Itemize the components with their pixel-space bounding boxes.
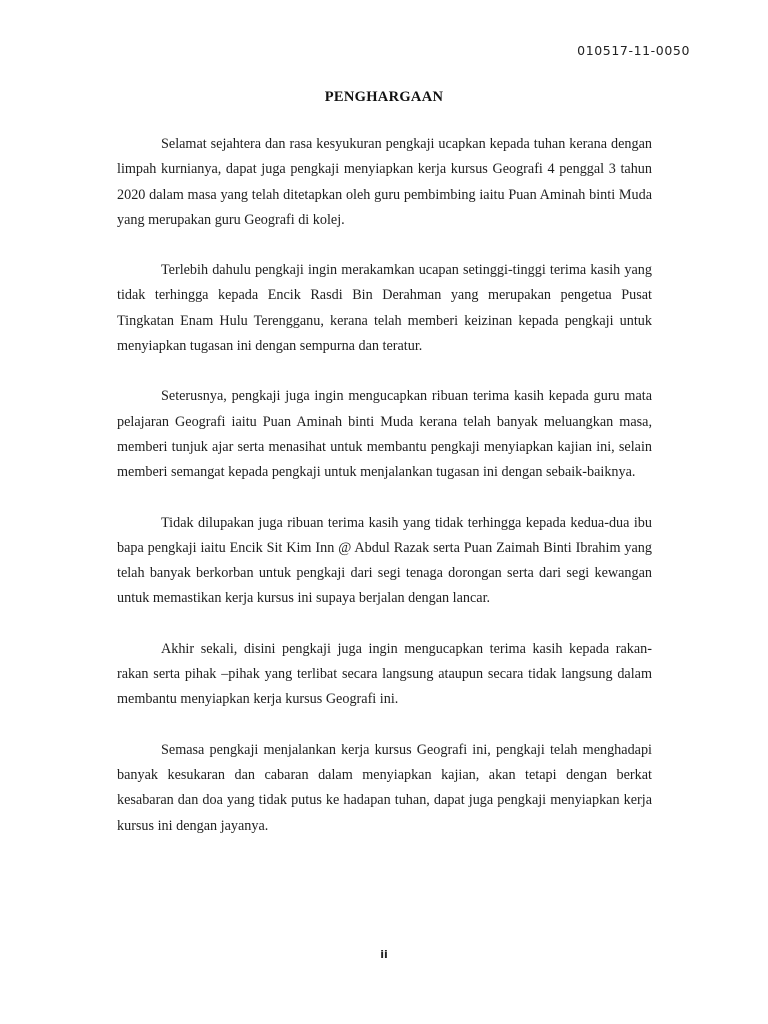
- page-number: ii: [380, 948, 388, 961]
- paragraph: Semasa pengkaji menjalankan kerja kursus Geografi ini, pengkaji telah menghadapi banyak kesukaran dan cabaran dalam menyiapkan kajian, akan tetapi dengan berkat kesabaran dan doa yang tidak putus ke hadapan tuhan, dapat juga pengkaji menyiapkan kerja kursus ini dengan jayanya.: [117, 741, 652, 834]
- document-id-number: 010517-11-0050: [577, 43, 690, 58]
- paragraph: Terlebih dahulu pengkaji ingin merakamkan ucapan setinggi-tinggi terima kasih yang tidak terhingga kepada Encik Rasdi Bin Derahman yang merupakan pengetua Pusat Tingkatan Enam Hulu Terengganu, kerana telah memberi keizinan kepada pengkaji untuk menyiapkan tugasan ini dengan sempurna dan teratur.: [117, 262, 652, 355]
- document-body: [117, 132, 652, 864]
- page-title: PENGHARGAAN: [324, 89, 444, 105]
- paragraph: Akhir sekali, disini pengkaji juga ingin mengucapkan terima kasih kepada rakan-rakan serta pihak –pihak yang terlibat secara langsung ataupun secara tidak langsung dalam membantu menyiapkan kerja kursus Geografi ini.: [117, 640, 652, 708]
- paragraph: Tidak dilupakan juga ribuan terima kasih yang tidak terhingga kepada kedua-dua ibu bapa pengkaji iaitu Encik Sit Kim Inn @ Abdul Razak serta Puan Zaimah Binti Ibrahim yang telah banyak berkorban untuk pengkaji dari segi tenaga dorongan serta dari segi kewangan untuk memastikan kerja kursus ini supaya berjalan dengan lancar.: [117, 514, 652, 607]
- paragraph: Seterusnya, pengkaji juga ingin mengucapkan ribuan terima kasih kepada guru mata pelajaran Geografi iaitu Puan Aminah binti Muda kerana telah banyak meluangkan masa, memberi tunjuk ajar serta menasihat untuk membantu pengkaji menyiapkan kajian ini, selain memberi semangat kepada pengkaji untuk menjalankan tugasan ini dengan sebaik-baiknya.: [117, 388, 652, 481]
- paragraph: Selamat sejahtera dan rasa kesyukuran pengkaji ucapkan kepada tuhan kerana dengan limpah kurnianya, dapat juga pengkaji menyiapkan kerja kursus Geografi 4 penggal 3 tahun 2020 dalam masa yang telah ditetapkan oleh guru pembimbing iaitu Puan Aminah binti Muda yang merupakan guru Geografi di kolej.: [117, 136, 652, 228]
